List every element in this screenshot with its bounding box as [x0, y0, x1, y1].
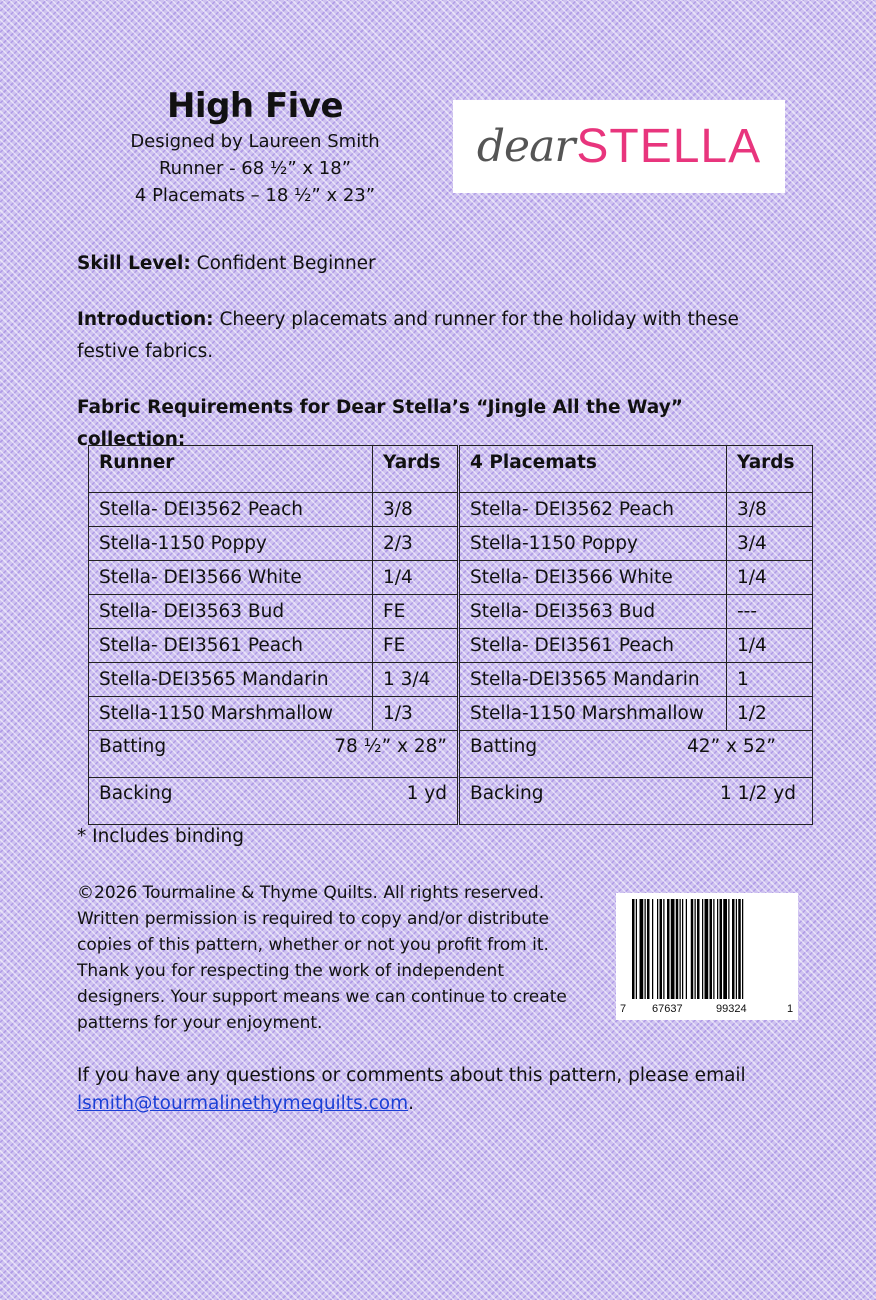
- placemat-fabric: Stella-1150 Marshmallow: [459, 697, 727, 731]
- runner-fabric: Stella-1150 Poppy: [89, 527, 373, 561]
- upc-barcode: [616, 893, 798, 1020]
- copyright-notice: ©2026 Tourmaline & Thyme Quilts. All rights reserved. Written permission is required to copy and/or distribute copies of this pattern, whether or not you profit from it. Thank you for respecting the work of independent designers. Your support means we can continue to create patterns for your enjoyment.: [77, 883, 567, 1033]
- table-header-row: [89, 446, 813, 493]
- table-row: [89, 629, 813, 663]
- placemat-yards: 1/4: [727, 629, 813, 663]
- placemat-batting: [459, 731, 813, 778]
- table-row: [89, 663, 813, 697]
- runner-yards: 3/8: [373, 493, 459, 527]
- runner-yards: 1 3/4: [373, 663, 459, 697]
- intro-text: Cheery placemats and runner for the holiday with these festive fabrics.: [77, 309, 739, 362]
- runner-yards: 1/4: [373, 561, 459, 595]
- runner-fabric: Stella- DEI3563 Bud: [89, 595, 373, 629]
- designer-credit: Designed by Laureen Smith: [130, 131, 380, 152]
- contact-info: [77, 1062, 777, 1118]
- runner-yards: FE: [373, 629, 459, 663]
- batting-row: [89, 731, 813, 778]
- contact-email-link[interactable]: lsmith@tourmalinethymequilts.com: [77, 1093, 409, 1114]
- fabric-requirements-heading: Fabric Requirements for Dear Stella’s “Jingle All the Way” collection:: [77, 397, 683, 450]
- placemat-batting-size: 42” x 52”: [687, 736, 776, 757]
- runner-fabric: Stella- DEI3562 Peach: [89, 493, 373, 527]
- logo-brand-text: STELLA: [576, 120, 762, 173]
- header-runner-yards: Yards: [373, 446, 459, 493]
- backing-label: Backing: [470, 783, 544, 804]
- runner-fabric: Stella- DEI3566 White: [89, 561, 373, 595]
- intro-label: Introduction:: [77, 309, 214, 330]
- placemat-fabric: Stella- DEI3562 Peach: [459, 493, 727, 527]
- placemat-yards: 3/4: [727, 527, 813, 561]
- table-row: [89, 561, 813, 595]
- placemat-fabric: Stella- DEI3561 Peach: [459, 629, 727, 663]
- placemat-yards: 1/2: [727, 697, 813, 731]
- skill-label: Skill Level:: [77, 253, 191, 274]
- table-row: [89, 595, 813, 629]
- batting-label: Batting: [470, 736, 538, 757]
- runner-size: Runner - 68 ½” x 18”: [158, 158, 352, 179]
- skill-level: [77, 248, 777, 280]
- batting-label: Batting: [99, 736, 167, 757]
- placemat-yards: 1/4: [727, 561, 813, 595]
- runner-fabric: Stella-DEI3565 Mandarin: [89, 663, 373, 697]
- placemat-yards: 1: [727, 663, 813, 697]
- introduction: [77, 304, 767, 368]
- runner-fabric: Stella- DEI3561 Peach: [89, 629, 373, 663]
- runner-yards: 1/3: [373, 697, 459, 731]
- table-row: [89, 697, 813, 731]
- barcode-digits: [616, 999, 798, 1019]
- table-row: [89, 493, 813, 527]
- placemat-fabric: Stella-DEI3565 Mandarin: [459, 663, 727, 697]
- barcode-bars: [632, 899, 782, 999]
- placemat-fabric: Stella- DEI3563 Bud: [459, 595, 727, 629]
- placemat-backing-amount: 1 1/2 yd: [720, 783, 796, 804]
- placemat-backing: [459, 778, 813, 825]
- runner-batting: [89, 731, 459, 778]
- header-runner: Runner: [89, 446, 373, 493]
- barcode-check-digit: 1: [787, 1003, 794, 1015]
- contact-trail: .: [408, 1093, 414, 1114]
- runner-backing-amount: 1 yd: [406, 783, 447, 804]
- runner-yards: FE: [373, 595, 459, 629]
- runner-fabric: Stella-1150 Marshmallow: [89, 697, 373, 731]
- placemat-fabric: Stella-1150 Poppy: [459, 527, 727, 561]
- barcode-left-group: 67637: [652, 1003, 683, 1015]
- binding-footnote: * Includes binding: [77, 826, 244, 847]
- backing-label: Backing: [99, 783, 173, 804]
- skill-value: Confident Beginner: [190, 253, 376, 274]
- placemat-fabric: Stella- DEI3566 White: [459, 561, 727, 595]
- fabric-requirements-table: [88, 445, 813, 825]
- logo-script-text: dear: [476, 121, 575, 172]
- placemat-yards: 3/8: [727, 493, 813, 527]
- placemat-size: 4 Placemats – 18 ½” x 23”: [134, 185, 376, 206]
- header-placemats-yards: Yards: [727, 446, 813, 493]
- runner-backing: [89, 778, 459, 825]
- runner-batting-size: 78 ½” x 28”: [334, 736, 447, 757]
- backing-row: [89, 778, 813, 825]
- pattern-title: High Five: [166, 86, 344, 126]
- barcode-right-group: 99324: [716, 1003, 747, 1015]
- pattern-header: [100, 84, 410, 209]
- barcode-lead-digit: 7: [620, 1003, 627, 1015]
- table-row: [89, 527, 813, 561]
- header-placemats: 4 Placemats: [459, 446, 727, 493]
- dear-stella-logo: [453, 100, 785, 193]
- placemat-yards: ---: [727, 595, 813, 629]
- contact-text: If you have any questions or comments about this pattern, please email: [77, 1065, 746, 1086]
- runner-yards: 2/3: [373, 527, 459, 561]
